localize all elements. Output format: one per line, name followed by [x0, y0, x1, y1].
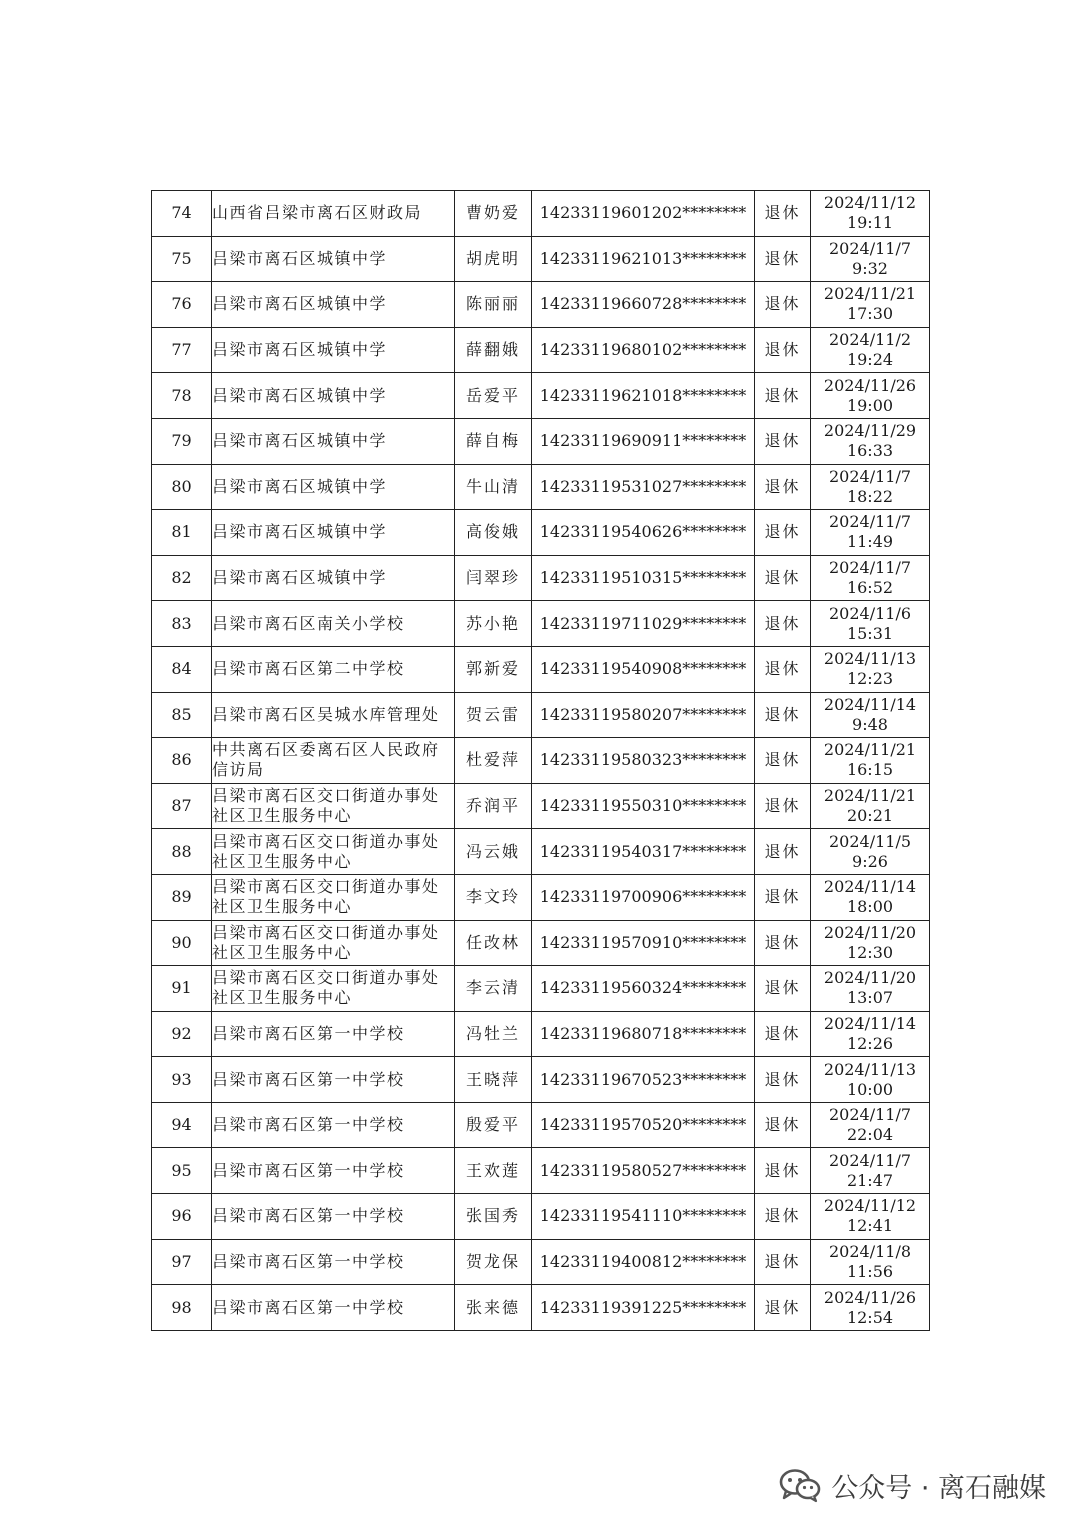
id-number-cell: 14233119541110******** [532, 1194, 755, 1240]
timestamp-date: 2024/11/21 [823, 740, 917, 760]
name-cell: 张国秀 [455, 1194, 532, 1240]
timestamp-cell [811, 373, 930, 419]
document-page [151, 190, 929, 1331]
timestamp-date: 2024/11/2 [828, 330, 912, 350]
watermark [779, 1465, 1046, 1505]
timestamp-date: 2024/11/8 [828, 1241, 912, 1261]
type-cell: 退休 [755, 738, 811, 784]
row-number: 90 [152, 920, 212, 966]
row-number: 91 [152, 966, 212, 1012]
table-row [152, 783, 930, 829]
table-row [152, 1011, 930, 1057]
timestamp-date: 2024/11/7 [828, 466, 912, 486]
timestamp-cell [811, 1011, 930, 1057]
type-cell: 退休 [755, 236, 811, 282]
timestamp-date: 2024/11/12 [823, 193, 917, 213]
timestamp-date: 2024/11/20 [823, 922, 917, 942]
timestamp-cell [811, 1239, 930, 1285]
timestamp-date: 2024/11/14 [823, 1013, 917, 1033]
table-row [152, 601, 930, 647]
row-number: 93 [152, 1057, 212, 1103]
type-cell: 退休 [755, 874, 811, 920]
table-row [152, 1057, 930, 1103]
watermark-label: 公众号 · 离石融媒 [831, 1472, 1046, 1504]
name-cell: 王晓萍 [455, 1057, 532, 1103]
unit-cell: 吕梁市离石区交口街道办事处社区卫生服务中心 [212, 783, 455, 829]
timestamp-date: 2024/11/7 [828, 238, 912, 258]
timestamp-date: 2024/11/29 [823, 421, 917, 441]
row-number: 84 [152, 646, 212, 692]
type-cell: 退休 [755, 555, 811, 601]
id-number-cell: 14233119680718******** [532, 1011, 755, 1057]
unit-cell: 吕梁市离石区交口街道办事处社区卫生服务中心 [212, 966, 455, 1012]
timestamp-cell [811, 601, 930, 647]
timestamp-time: 20:21 [846, 806, 894, 826]
timestamp-date: 2024/11/14 [823, 694, 917, 714]
timestamp-time: 12:41 [846, 1216, 894, 1236]
id-number-cell: 14233119400812******** [532, 1239, 755, 1285]
timestamp-cell [811, 327, 930, 373]
timestamp-time: 22:04 [846, 1125, 894, 1145]
unit-cell: 吕梁市离石区第二中学校 [212, 646, 455, 692]
id-number-cell: 14233119570520******** [532, 1102, 755, 1148]
id-number-cell: 14233119660728******** [532, 282, 755, 328]
timestamp-cell [811, 966, 930, 1012]
name-cell: 冯牡兰 [455, 1011, 532, 1057]
table-row [152, 1148, 930, 1194]
table-row [152, 738, 930, 784]
unit-cell: 吕梁市离石区第一中学校 [212, 1285, 455, 1331]
row-number: 89 [152, 874, 212, 920]
name-cell: 高俊娥 [455, 510, 532, 556]
timestamp-cell [811, 510, 930, 556]
name-cell: 贺龙保 [455, 1239, 532, 1285]
unit-cell: 吕梁市离石区吴城水库管理处 [212, 692, 455, 738]
timestamp-time: 18:22 [846, 486, 894, 506]
row-number: 95 [152, 1148, 212, 1194]
unit-cell: 吕梁市离石区城镇中学 [212, 327, 455, 373]
id-number-cell: 14233119570910******** [532, 920, 755, 966]
timestamp-cell [811, 418, 930, 464]
unit-cell: 吕梁市离石区第一中学校 [212, 1239, 455, 1285]
unit-cell: 吕梁市离石区交口街道办事处社区卫生服务中心 [212, 874, 455, 920]
type-cell: 退休 [755, 1011, 811, 1057]
timestamp-cell [811, 1194, 930, 1240]
table-row [152, 1239, 930, 1285]
timestamp-time: 19:11 [846, 213, 894, 233]
timestamp-date: 2024/11/21 [823, 786, 917, 806]
name-cell: 杜爱萍 [455, 738, 532, 784]
timestamp-date: 2024/11/26 [823, 1287, 917, 1307]
row-number: 81 [152, 510, 212, 556]
name-cell: 殷爱平 [455, 1102, 532, 1148]
id-number-cell: 14233119531027******** [532, 464, 755, 510]
timestamp-date: 2024/11/7 [828, 1105, 912, 1125]
row-number: 97 [152, 1239, 212, 1285]
row-number: 75 [152, 236, 212, 282]
type-cell: 退休 [755, 1194, 811, 1240]
table-row [152, 1194, 930, 1240]
table-row [152, 282, 930, 328]
timestamp-cell [811, 783, 930, 829]
type-cell: 退休 [755, 1285, 811, 1331]
timestamp-time: 9:48 [852, 714, 888, 734]
type-cell: 退休 [755, 191, 811, 237]
id-number-cell: 14233119690911******** [532, 418, 755, 464]
row-number: 74 [152, 191, 212, 237]
timestamp-time: 12:30 [846, 942, 894, 962]
timestamp-time: 15:31 [846, 623, 894, 643]
timestamp-cell [811, 646, 930, 692]
type-cell: 退休 [755, 1239, 811, 1285]
timestamp-time: 19:24 [846, 350, 894, 370]
timestamp-cell [811, 464, 930, 510]
name-cell: 王欢莲 [455, 1148, 532, 1194]
timestamp-cell [811, 1285, 930, 1331]
table-row [152, 829, 930, 875]
retiree-table [151, 190, 930, 1331]
name-cell: 薛翻娥 [455, 327, 532, 373]
unit-cell: 吕梁市离石区城镇中学 [212, 282, 455, 328]
timestamp-date: 2024/11/20 [823, 968, 917, 988]
timestamp-time: 9:32 [852, 258, 888, 278]
unit-cell: 吕梁市离石区城镇中学 [212, 555, 455, 601]
timestamp-time: 13:07 [846, 988, 894, 1008]
name-cell: 冯云娥 [455, 829, 532, 875]
id-number-cell: 14233119580323******** [532, 738, 755, 784]
row-number: 82 [152, 555, 212, 601]
timestamp-date: 2024/11/13 [823, 649, 917, 669]
type-cell: 退休 [755, 920, 811, 966]
row-number: 88 [152, 829, 212, 875]
id-number-cell: 14233119601202******** [532, 191, 755, 237]
timestamp-date: 2024/11/21 [823, 284, 917, 304]
table-row [152, 692, 930, 738]
row-number: 96 [152, 1194, 212, 1240]
row-number: 92 [152, 1011, 212, 1057]
table-row [152, 327, 930, 373]
timestamp-date: 2024/11/5 [828, 831, 912, 851]
timestamp-time: 19:00 [846, 395, 894, 415]
table-row [152, 510, 930, 556]
table-row [152, 874, 930, 920]
name-cell: 乔润平 [455, 783, 532, 829]
type-cell: 退休 [755, 783, 811, 829]
type-cell: 退休 [755, 692, 811, 738]
unit-cell: 吕梁市离石区南关小学校 [212, 601, 455, 647]
row-number: 86 [152, 738, 212, 784]
type-cell: 退休 [755, 327, 811, 373]
table-row [152, 418, 930, 464]
row-number: 87 [152, 783, 212, 829]
id-number-cell: 14233119670523******** [532, 1057, 755, 1103]
timestamp-cell [811, 191, 930, 237]
timestamp-cell [811, 236, 930, 282]
timestamp-cell [811, 874, 930, 920]
type-cell: 退休 [755, 646, 811, 692]
name-cell: 牛山清 [455, 464, 532, 510]
table-row [152, 236, 930, 282]
timestamp-time: 12:23 [846, 669, 894, 689]
unit-cell: 吕梁市离石区第一中学校 [212, 1011, 455, 1057]
id-number-cell: 14233119560324******** [532, 966, 755, 1012]
timestamp-time: 16:33 [846, 441, 894, 461]
timestamp-date: 2024/11/7 [828, 1150, 912, 1170]
timestamp-time: 11:56 [846, 1261, 894, 1281]
timestamp-time: 17:30 [846, 304, 894, 324]
name-cell: 郭新爱 [455, 646, 532, 692]
id-number-cell: 14233119621013******** [532, 236, 755, 282]
timestamp-cell [811, 1148, 930, 1194]
table-row [152, 373, 930, 419]
type-cell: 退休 [755, 829, 811, 875]
name-cell: 李云清 [455, 966, 532, 1012]
type-cell: 退休 [755, 282, 811, 328]
timestamp-cell [811, 1102, 930, 1148]
row-number: 79 [152, 418, 212, 464]
type-cell: 退休 [755, 373, 811, 419]
unit-cell: 吕梁市离石区交口街道办事处社区卫生服务中心 [212, 920, 455, 966]
row-number: 94 [152, 1102, 212, 1148]
timestamp-time: 16:52 [846, 578, 894, 598]
name-cell: 薛自梅 [455, 418, 532, 464]
wechat-icon [779, 1467, 821, 1503]
timestamp-time: 9:26 [852, 851, 888, 871]
timestamp-date: 2024/11/14 [823, 877, 917, 897]
type-cell: 退休 [755, 1102, 811, 1148]
table-row [152, 555, 930, 601]
timestamp-date: 2024/11/26 [823, 375, 917, 395]
name-cell: 苏小艳 [455, 601, 532, 647]
timestamp-cell [811, 692, 930, 738]
name-cell: 任改林 [455, 920, 532, 966]
type-cell: 退休 [755, 1148, 811, 1194]
timestamp-date: 2024/11/13 [823, 1059, 917, 1079]
unit-cell: 吕梁市离石区交口街道办事处社区卫生服务中心 [212, 829, 455, 875]
id-number-cell: 14233119700906******** [532, 874, 755, 920]
id-number-cell: 14233119540317******** [532, 829, 755, 875]
type-cell: 退休 [755, 464, 811, 510]
table-row [152, 1102, 930, 1148]
table-row [152, 920, 930, 966]
type-cell: 退休 [755, 601, 811, 647]
row-number: 77 [152, 327, 212, 373]
id-number-cell: 14233119711029******** [532, 601, 755, 647]
name-cell: 贺云雷 [455, 692, 532, 738]
timestamp-cell [811, 555, 930, 601]
table-body [152, 191, 930, 1331]
timestamp-date: 2024/11/12 [823, 1196, 917, 1216]
timestamp-time: 12:54 [846, 1307, 894, 1327]
row-number: 98 [152, 1285, 212, 1331]
id-number-cell: 14233119580207******** [532, 692, 755, 738]
timestamp-cell [811, 829, 930, 875]
unit-cell: 吕梁市离石区城镇中学 [212, 510, 455, 556]
id-number-cell: 14233119510315******** [532, 555, 755, 601]
type-cell: 退休 [755, 418, 811, 464]
table-row [152, 1285, 930, 1331]
table-row [152, 464, 930, 510]
unit-cell: 吕梁市离石区第一中学校 [212, 1057, 455, 1103]
id-number-cell: 14233119540626******** [532, 510, 755, 556]
row-number: 76 [152, 282, 212, 328]
unit-cell: 中共离石区委离石区人民政府信访局 [212, 738, 455, 784]
row-number: 80 [152, 464, 212, 510]
row-number: 85 [152, 692, 212, 738]
name-cell: 李文玲 [455, 874, 532, 920]
unit-cell: 山西省吕梁市离石区财政局 [212, 191, 455, 237]
table-row [152, 966, 930, 1012]
type-cell: 退休 [755, 966, 811, 1012]
id-number-cell: 14233119391225******** [532, 1285, 755, 1331]
unit-cell: 吕梁市离石区第一中学校 [212, 1194, 455, 1240]
name-cell: 陈丽丽 [455, 282, 532, 328]
timestamp-time: 18:00 [846, 897, 894, 917]
timestamp-cell [811, 282, 930, 328]
timestamp-cell [811, 1057, 930, 1103]
id-number-cell: 14233119550310******** [532, 783, 755, 829]
row-number: 78 [152, 373, 212, 419]
unit-cell: 吕梁市离石区第一中学校 [212, 1148, 455, 1194]
unit-cell: 吕梁市离石区城镇中学 [212, 373, 455, 419]
timestamp-date: 2024/11/6 [828, 603, 912, 623]
unit-cell: 吕梁市离石区第一中学校 [212, 1102, 455, 1148]
id-number-cell: 14233119580527******** [532, 1148, 755, 1194]
id-number-cell: 14233119680102******** [532, 327, 755, 373]
timestamp-time: 16:15 [846, 760, 894, 780]
name-cell: 张来德 [455, 1285, 532, 1331]
name-cell: 闫翠珍 [455, 555, 532, 601]
unit-cell: 吕梁市离石区城镇中学 [212, 464, 455, 510]
table-row [152, 646, 930, 692]
row-number: 83 [152, 601, 212, 647]
name-cell: 曹奶爱 [455, 191, 532, 237]
timestamp-date: 2024/11/7 [828, 558, 912, 578]
timestamp-cell [811, 738, 930, 784]
timestamp-time: 12:26 [846, 1033, 894, 1053]
type-cell: 退休 [755, 1057, 811, 1103]
unit-cell: 吕梁市离石区城镇中学 [212, 418, 455, 464]
unit-cell: 吕梁市离石区城镇中学 [212, 236, 455, 282]
name-cell: 胡虎明 [455, 236, 532, 282]
type-cell: 退休 [755, 510, 811, 556]
id-number-cell: 14233119540908******** [532, 646, 755, 692]
timestamp-time: 10:00 [846, 1079, 894, 1099]
id-number-cell: 14233119621018******** [532, 373, 755, 419]
timestamp-cell [811, 920, 930, 966]
timestamp-date: 2024/11/7 [828, 512, 912, 532]
name-cell: 岳爱平 [455, 373, 532, 419]
timestamp-time: 11:49 [846, 532, 894, 552]
timestamp-time: 21:47 [846, 1170, 894, 1190]
table-row [152, 191, 930, 237]
